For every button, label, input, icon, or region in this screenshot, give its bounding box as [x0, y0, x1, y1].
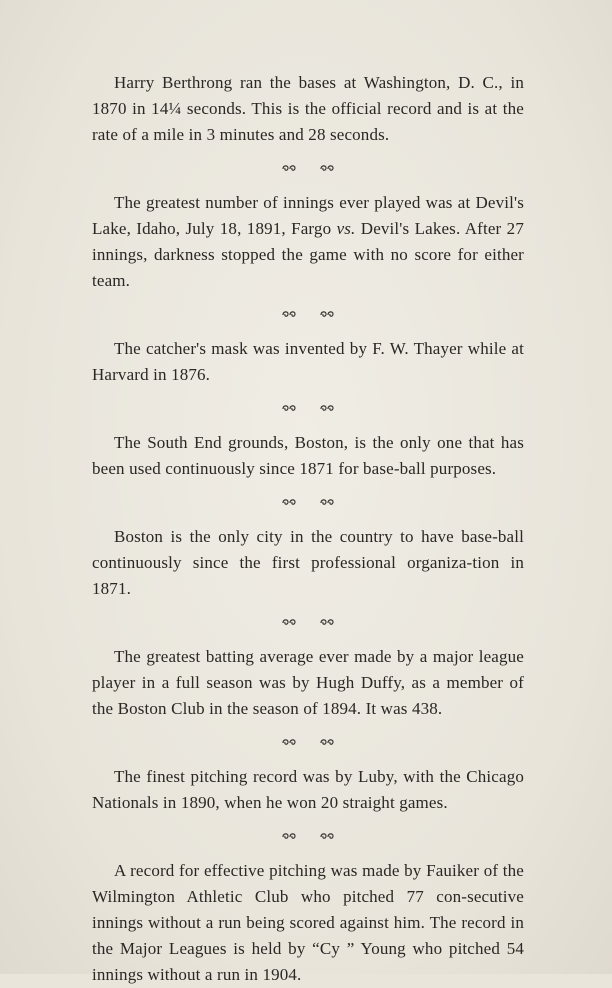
paragraph-effective-pitching	[92, 858, 524, 988]
scroll-ornament-icon	[281, 309, 297, 319]
scroll-ornament-icon	[319, 737, 335, 747]
paragraph-catchers-mask	[92, 336, 524, 388]
paragraph-text: The South End grounds, Boston, is the only one that has been used continuously since 1871 for base-ball purposes.	[92, 433, 524, 478]
scroll-ornament-icon	[319, 309, 335, 319]
paragraph-text: A record for effective pitching was made by Fauiker of the Wilmington Athletic Club who pitched 77 con-secutive innings without a run being scored against him. The record in the Major Leagues is held by “Cy ” Young who pitched 54 innings without a run in 1904.	[92, 861, 524, 984]
paragraph-italic: vs.	[336, 219, 356, 238]
scroll-ornament-icon	[281, 403, 297, 413]
paragraph-pitching-record	[92, 764, 524, 816]
section-divider	[92, 612, 524, 632]
section-divider	[92, 732, 524, 752]
scroll-ornament-icon	[319, 831, 335, 841]
paragraph-text: Devil's Lakes. After 27 innings, darkness stopped the game with no score for either team.	[92, 219, 524, 290]
paragraph-text: Harry Berthrong ran the bases at Washington, D. C., in 1870 in 14¼ seconds. This is the official record and is at the rate of a mile in 3 minutes and 28 seconds.	[92, 73, 524, 144]
scroll-ornament-icon	[281, 831, 297, 841]
paragraph-berthrong	[92, 70, 524, 148]
section-divider	[92, 826, 524, 846]
scroll-ornament-icon	[319, 497, 335, 507]
paragraph-south-end-grounds	[92, 430, 524, 482]
paragraph-text: The finest pitching record was by Luby, with the Chicago Nationals in 1890, when he won 20 straight games.	[92, 767, 524, 812]
scroll-ornament-icon	[319, 403, 335, 413]
paragraph-text: The catcher's mask was invented by F. W. Thayer while at Harvard in 1876.	[92, 339, 524, 384]
paragraph-text: The greatest batting average ever made by a major league player in a full season was by Hugh Duffy, as a member of the Boston Club in the season of 1894. It was 438.	[92, 647, 524, 718]
scroll-ornament-icon	[281, 163, 297, 173]
scroll-ornament-icon	[281, 617, 297, 627]
scroll-ornament-icon	[281, 737, 297, 747]
paragraph-batting-average	[92, 644, 524, 722]
paragraph-boston-continuous	[92, 524, 524, 602]
section-divider	[92, 492, 524, 512]
paragraph-longest-game	[92, 190, 524, 294]
scroll-ornament-icon	[281, 497, 297, 507]
paragraph-text: Boston is the only city in the country to have base-ball continuously since the first professional organiza-tion in 1871.	[92, 527, 524, 598]
section-divider	[92, 304, 524, 324]
scroll-ornament-icon	[319, 617, 335, 627]
section-divider	[92, 398, 524, 418]
scroll-ornament-icon	[319, 163, 335, 173]
page-body	[92, 70, 524, 988]
paragraph-text: The greatest number of innings ever played was at Devil's Lake, Idaho, July 18, 1891, Fargo	[92, 193, 524, 238]
section-divider	[92, 158, 524, 178]
